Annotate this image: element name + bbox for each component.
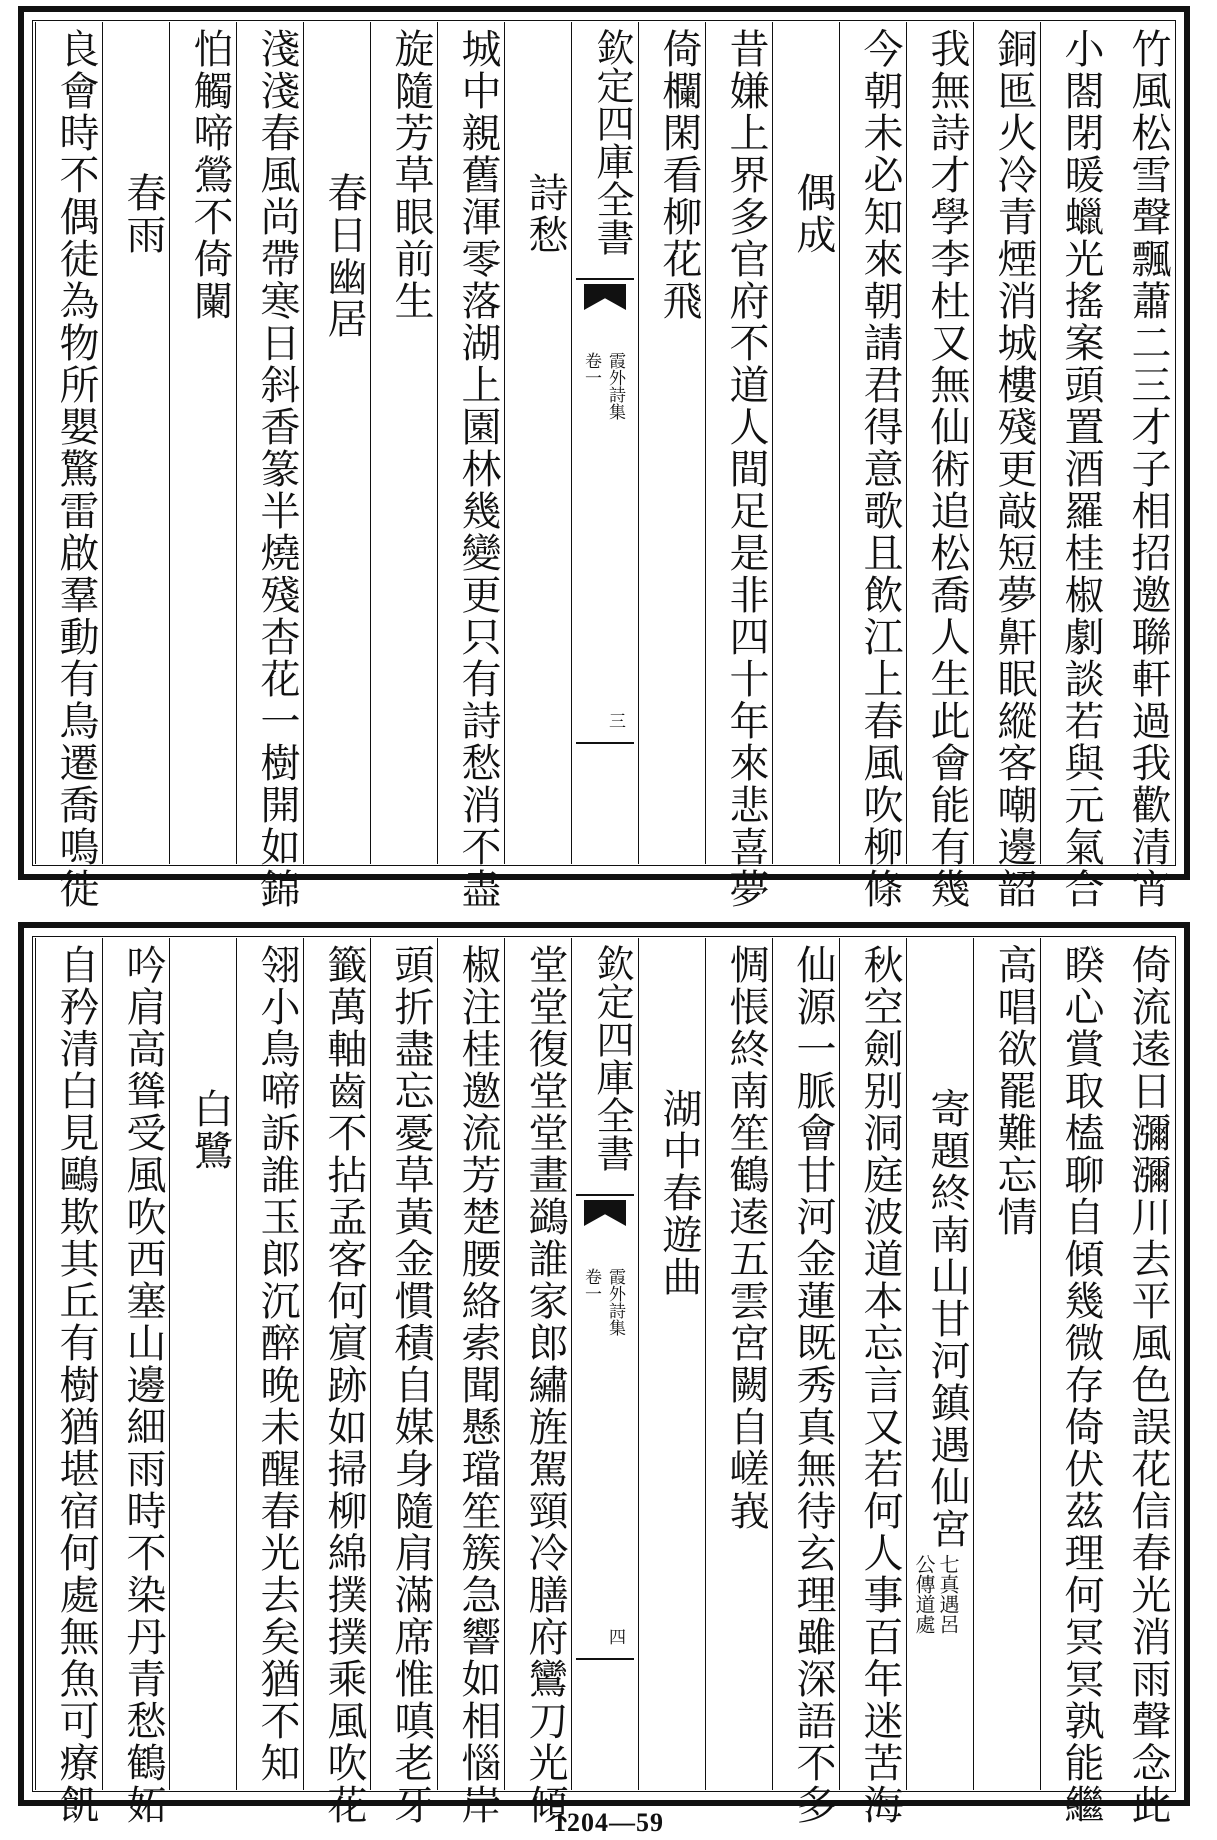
center-fold-column: [571, 938, 638, 1790]
page-number: 四: [605, 1628, 625, 1645]
text-column: [638, 938, 705, 1790]
text-column: [504, 938, 571, 1826]
poem-line: 昔嫌上界多官府不道人間足是非四十年來悲喜夢: [723, 28, 769, 910]
text-column: [35, 938, 102, 1826]
poem-line: 仙源一脈會甘河金蓮既秀真無待玄理雖深語不多: [790, 944, 836, 1826]
poem-title: 湖中春遊曲: [656, 1088, 702, 1298]
poem-line: 自矜清白見鷗欺其丘有樹猶堪宿何處無魚可療飢: [53, 944, 99, 1826]
text-column: [1040, 938, 1107, 1826]
text-column: [303, 938, 370, 1826]
top-columns: [34, 22, 1174, 910]
poem-line: 倚流逺日瀰瀰川去平風色誤花信春光消雨聲念此: [1125, 944, 1171, 1826]
text-column: [973, 938, 1040, 1790]
text-column: [906, 22, 973, 910]
poem-line: 吟肩高聳受風吹西塞山邊細雨時不染丹青愁鶴妬: [120, 944, 166, 1826]
poem-line: 睽心賞取榼聊自傾幾微存倚伏茲理何冥冥孰能繼: [1058, 944, 1104, 1826]
fishtail-mark-icon: [584, 1200, 626, 1226]
text-column: [102, 938, 169, 1826]
text-column: [370, 22, 437, 864]
text-column: [437, 938, 504, 1826]
collection-title: 欽定四庫全書: [590, 28, 634, 256]
text-column: [973, 22, 1040, 910]
poem-line: 籤萬軸齒不拈孟客何賔跡如掃柳綿撲撲乘風吹花: [321, 944, 367, 1826]
poem-line: 旋隨芳草眼前生: [388, 28, 434, 322]
poem-title: 偶成: [790, 172, 836, 256]
fold-rule: [576, 278, 634, 280]
collection-title: 欽定四庫全書: [590, 944, 634, 1172]
book-title: 霞外詩集: [605, 352, 625, 420]
poem-line: 小閤閉暖蠟光搖案頭置酒羅桂椒劇談若與元氣合: [1058, 28, 1104, 910]
interlinear-note: 七真遇呂: [936, 1554, 960, 1634]
poem-line: 倚欄閑看柳花飛: [656, 28, 702, 322]
volume-number: 卷一: [581, 352, 601, 386]
page-number: 三: [605, 712, 625, 729]
volume-number: 卷一: [581, 1268, 601, 1302]
fold-rule: [576, 742, 634, 744]
poem-line: 秋空劍别洞庭波道本忘言又若何人事百年迷苦海: [857, 944, 903, 1826]
center-fold-column: [571, 22, 638, 864]
text-column: [102, 22, 169, 864]
poem-line: 頭折盡忘憂草黃金慣積自媒身隨肩滿席惟嗔老牙: [388, 944, 434, 1826]
interlinear-note: 公傳道處: [912, 1554, 936, 1634]
poem-title: 詩愁: [522, 172, 568, 256]
fold-rule: [576, 1194, 634, 1196]
top-page: [18, 6, 1190, 910]
text-column: [906, 938, 973, 1790]
poem-title: 春日幽居: [321, 172, 367, 340]
text-column: [1107, 938, 1174, 1826]
text-column: [303, 22, 370, 864]
text-column: [772, 22, 839, 864]
text-column: [772, 938, 839, 1826]
folio-number: 1204—59: [553, 1808, 664, 1837]
text-column: [705, 22, 772, 910]
poem-title: 春雨: [120, 172, 166, 256]
poem-line: 銅匜火冷青煙消城樓殘更敲短夢鼾眠縱客嘲邊韶: [991, 28, 1037, 910]
poem-title: 白鷺: [187, 1088, 233, 1172]
poem-line: 堂堂復堂堂畫鷁誰家郎繡旌駕頸冷膳府鸞刀光傾: [522, 944, 568, 1826]
poem-line: 我無詩才學李杜又無仙術追松喬人生此會能有幾: [924, 28, 970, 910]
text-column: [638, 22, 705, 864]
poem-line: 良會時不偶徒為物所嬰驚雷啟羣動有鳥遷喬鳴徙: [53, 28, 99, 910]
text-column: [169, 938, 236, 1790]
poem-line: 城中親舊渾零落湖上園林幾變更只有詩愁消不盡: [455, 28, 501, 910]
text-column: [35, 22, 102, 910]
text-column: [370, 938, 437, 1826]
poem-line: 惆悵終南笙鶴逺五雲宮闕自嵯峩: [723, 944, 769, 1532]
poem-line: 怕觸啼鶯不倚闌: [187, 28, 233, 322]
text-column: [504, 22, 571, 864]
text-column: [839, 938, 906, 1826]
text-column: [1107, 22, 1174, 910]
poem-line: 淺淺春風尚帶寒日斜香篆半燒殘杏花一樹開如錦: [254, 28, 300, 910]
text-column: [236, 938, 303, 1790]
poem-line: 今朝未必知來朝請君得意歌且飲江上春風吹柳條: [857, 28, 903, 910]
text-column: [839, 22, 906, 910]
fold-rule: [576, 1658, 634, 1660]
poem-line: 椒注桂邀流芳楚腰絡索聞懸璫笙簇急響如相惱岸: [455, 944, 501, 1826]
poem-line: 竹風松雪聲飄蕭二三才子相招邀聯軒過我歡清宵: [1125, 28, 1171, 910]
book-title: 霞外詩集: [605, 1268, 625, 1336]
poem-line: 翎小鳥啼訴誰玉郎沉醉晚未醒春光去矣猶不知: [254, 944, 300, 1784]
text-column: [705, 938, 772, 1790]
text-column: [437, 22, 504, 910]
text-column: [169, 22, 236, 864]
poem-title: 寄題終南山甘河鎮遇仙宮: [924, 1088, 970, 1550]
text-column: [1040, 22, 1107, 910]
fishtail-mark-icon: [584, 284, 626, 310]
text-column: [236, 22, 303, 910]
poem-line: 高唱欲罷難忘情: [991, 944, 1037, 1238]
